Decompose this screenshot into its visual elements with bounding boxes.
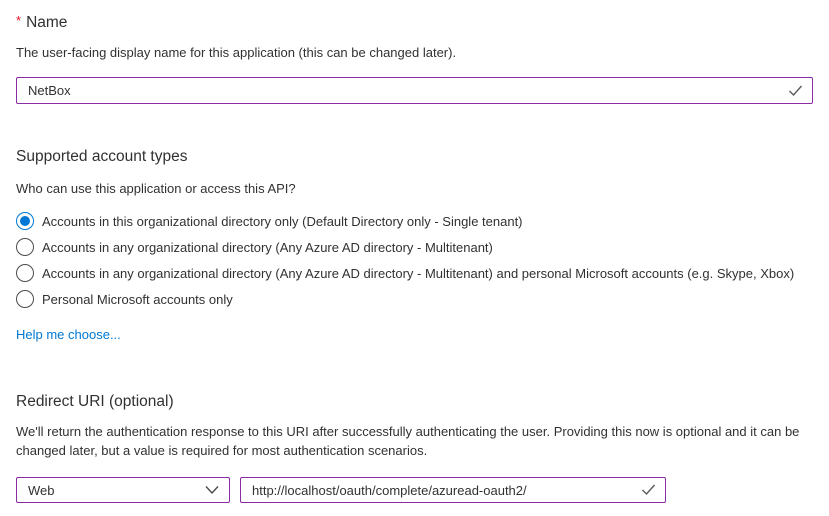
redirect-uri-description: We'll return the authentication response to this URI after successfully authenticating the user. Providing this now is optional and it can be changed later, but a value is required for most authentication scenarios. (16, 424, 800, 458)
platform-select[interactable] (16, 477, 230, 503)
radio-single-tenant[interactable] (16, 208, 813, 234)
radio-button-icon[interactable] (16, 264, 34, 282)
valid-checkmark-icon (641, 484, 656, 496)
radio-label: Accounts in any organizational directory (Any Azure AD directory - Multitenant) (42, 239, 493, 255)
redirect-uri-input-wrap (240, 477, 666, 503)
redirect-uri-heading: Redirect URI (optional) (16, 393, 174, 410)
radio-label: Accounts in this organizational directory only (Default Directory only - Single tenant) (42, 213, 523, 229)
redirect-uri-controls (16, 477, 813, 503)
radio-personal-only[interactable] (16, 286, 813, 312)
redirect-uri-input[interactable] (240, 477, 666, 503)
account-types-radio-group (16, 208, 813, 312)
required-asterisk: * (16, 13, 22, 28)
radio-multitenant-personal[interactable] (16, 260, 813, 286)
name-input[interactable] (16, 77, 813, 104)
radio-label: Accounts in any organizational directory (Any Azure AD directory - Multitenant) and personal Microsoft accounts (e.g. Skype, Xbox) (42, 265, 795, 281)
name-label: Name (26, 14, 68, 31)
radio-multitenant[interactable] (16, 234, 813, 260)
name-description: The user-facing display name for this application (this can be changed later). (16, 45, 457, 60)
radio-button-icon[interactable] (16, 290, 34, 308)
account-types-question: Who can use this application or access this API? (16, 181, 296, 196)
name-input-wrap (16, 77, 813, 104)
platform-select-value: Web (28, 482, 55, 498)
help-me-choose-link[interactable]: Help me choose... (16, 327, 121, 342)
account-types-heading: Supported account types (16, 148, 188, 165)
radio-button-icon[interactable] (16, 212, 34, 230)
valid-checkmark-icon (788, 85, 803, 97)
chevron-down-icon (205, 486, 219, 495)
radio-button-icon[interactable] (16, 238, 34, 256)
radio-label: Personal Microsoft accounts only (42, 291, 233, 307)
name-section-heading (16, 0, 813, 33)
